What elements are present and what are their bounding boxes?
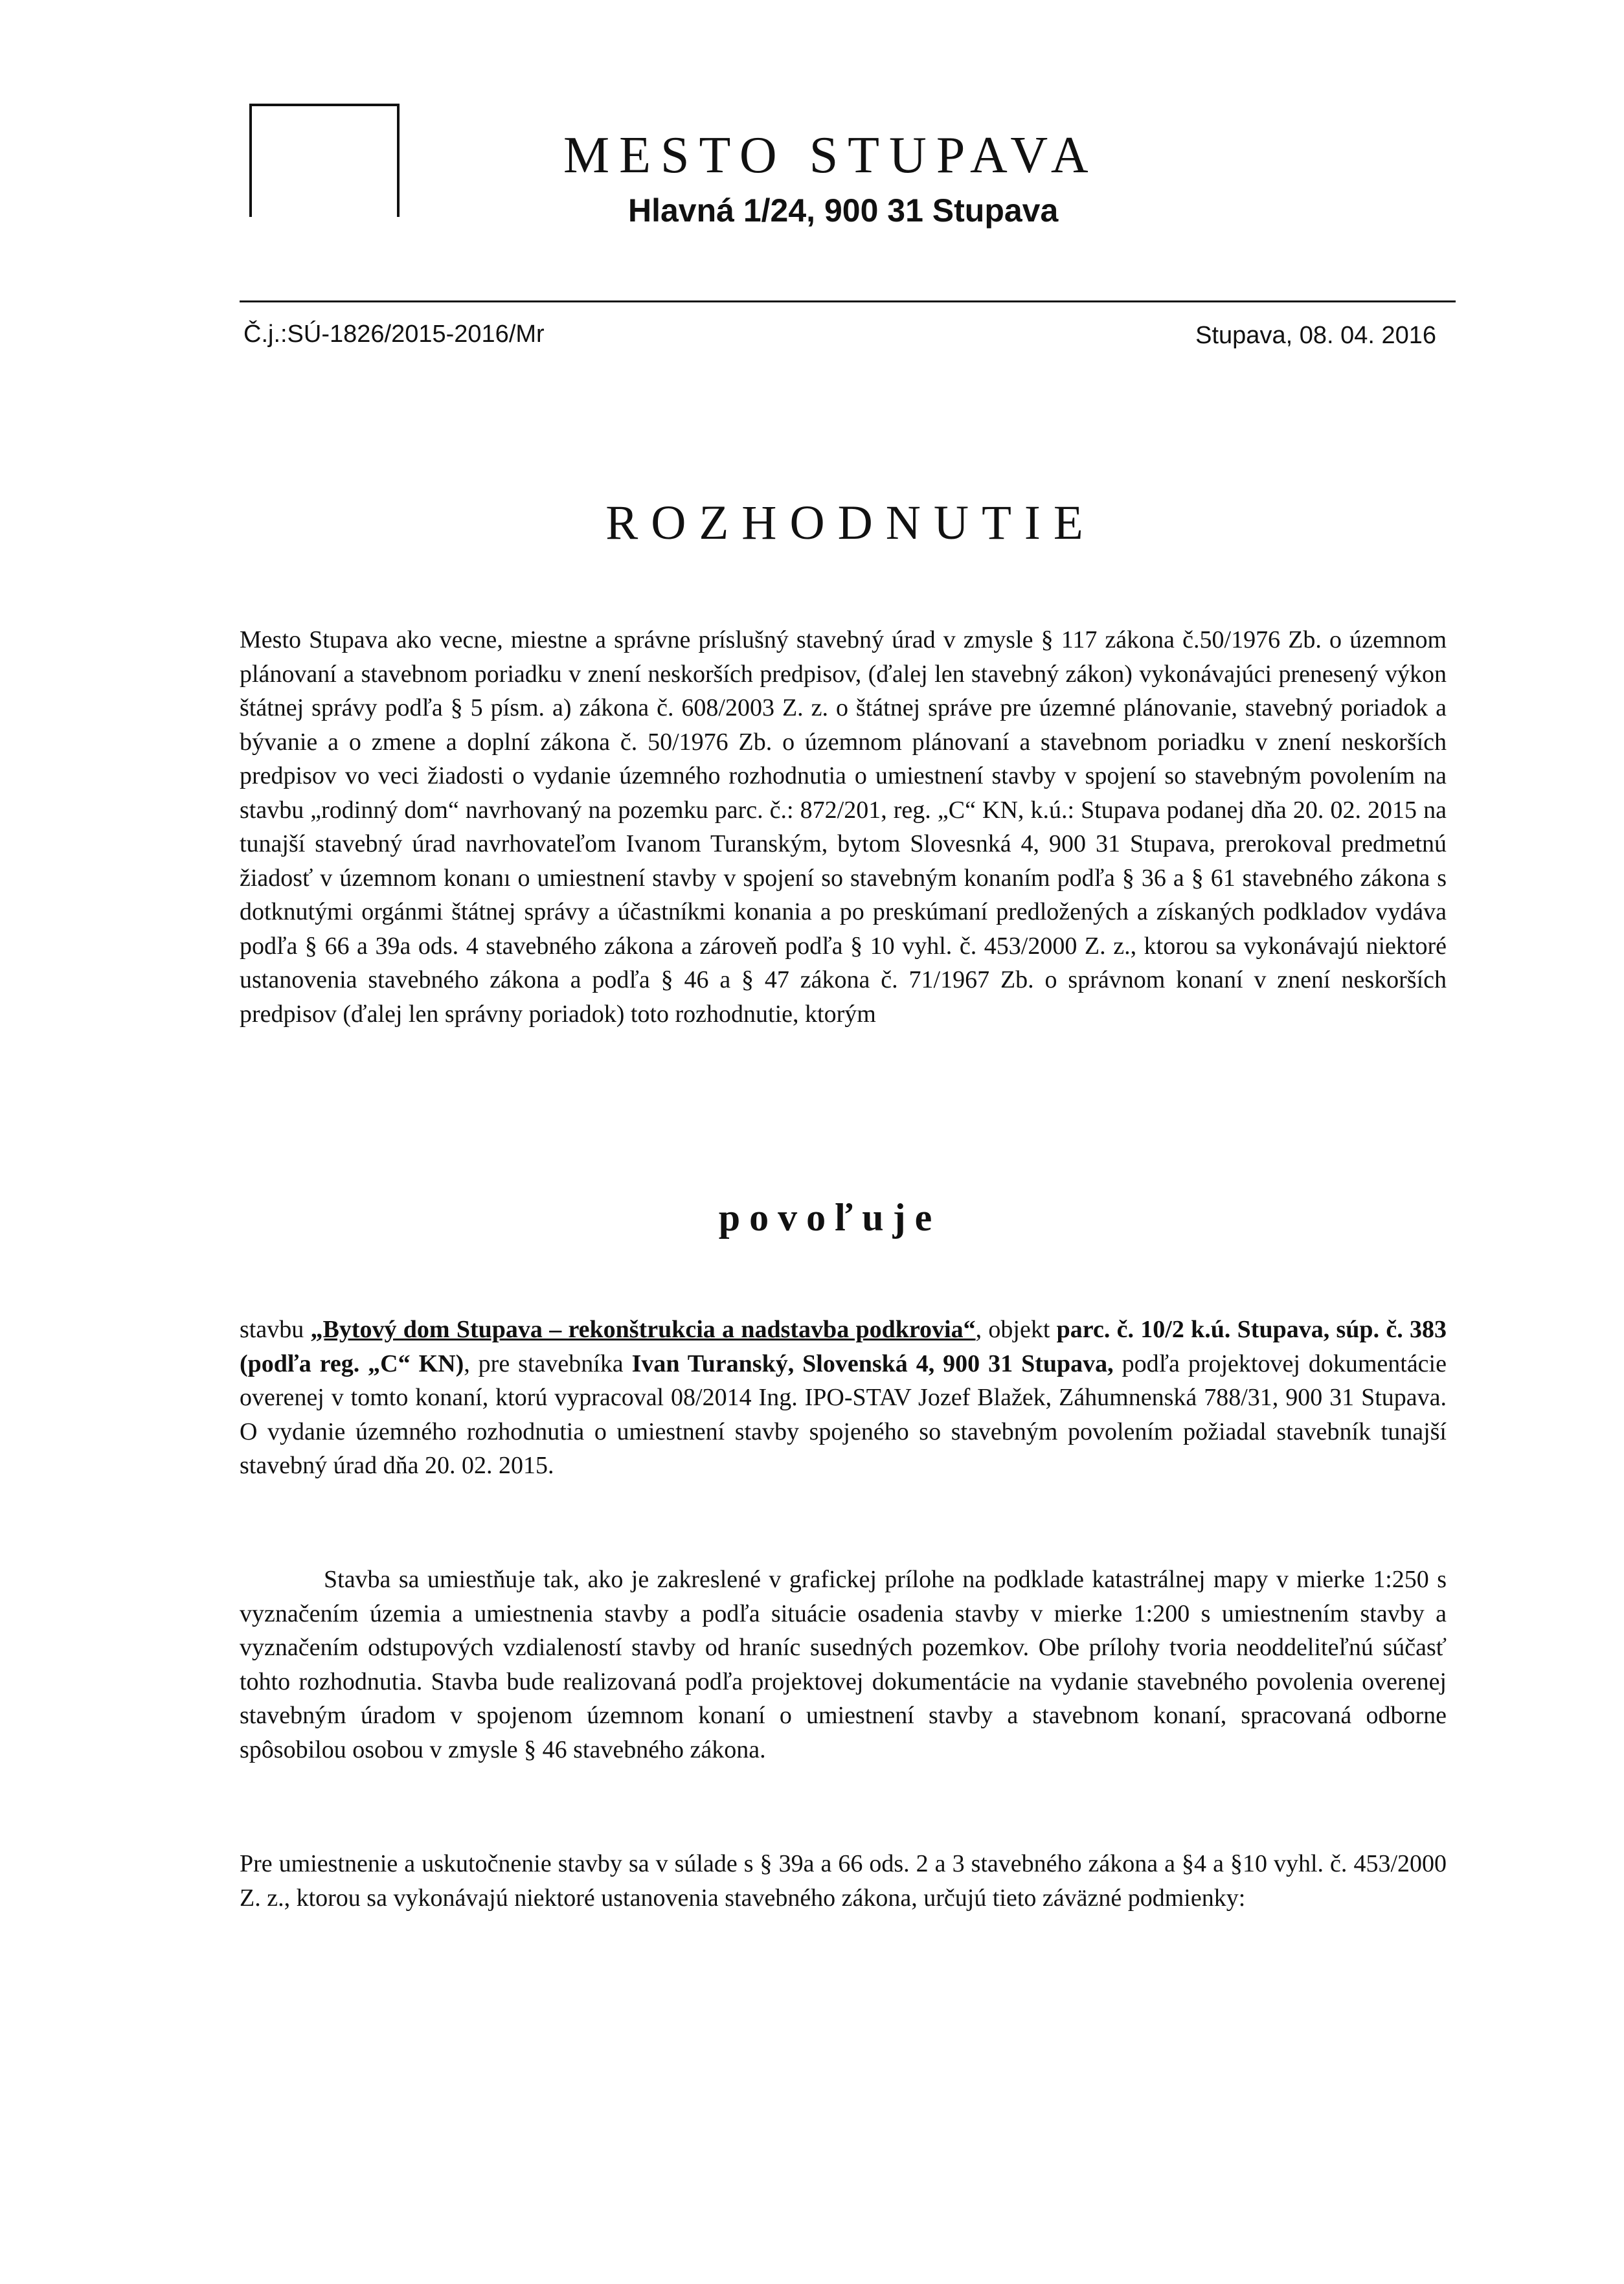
document-date: Stupava, 08. 04. 2016 [1195,322,1436,349]
permit-text-d: podľa projektovej dokumentácie overenej v tomto konaní, ktorú vypracoval 08/2014 Ing. IPO-STAV Jozef Blažek, Záhumnenská 788/31, 900 31 Stupava. O vydanie územného rozhodnutia o umiestnení stavby spojeného so stavebným povolením požiadal stavebník tunajší stavebný úrad dňa 20. 02. 2015. [240,1350,1447,1479]
building-name: „Bytový dom Stupava – rekonštrukcia a nadstavba podkrovia“ [310,1316,976,1343]
verdict-heading: povoľuje [718,1196,942,1239]
org-name: MESTO STUPAVA [563,127,1098,184]
permit-paragraph [240,1313,1447,1483]
parcel-info: parc. č. 10/2 k.ú. Stupava, súp. č. 383 (podľa reg. „C“ KN) [240,1316,1447,1377]
conditions-paragraph: Pre umiestnenie a uskutočnenie stavby sa v súlade s § 39a a 66 ods. 2 a 3 stavebného zákona a §4 a §10 vyhl. č. 453/2000 Z. z., ktorou sa vykonávajú niektoré ustanovenia stavebného zákona, určujú tieto záväzné podmienky: [240,1850,1447,1912]
permit-text-b: , objekt [975,1316,1057,1343]
header-divider [240,300,1456,302]
permit-text-a: stavbu [240,1316,311,1343]
placement-paragraph: Stavba sa umiestňuje tak, ako je zakreslené v grafickej prílohe na podklade katastrálnej mapy v mierke 1:250 s vyznačením územia a umiestnenia stavby a podľa situácie osadenia stavby v mierke 1:200 s umiestnením stavby a vyznačením odstupových vzdialeností stavby od hraníc susedných pozemkov. Obe prílohy tvoria neoddeliteľnú súčasť tohto rozhodnutia. Stavba bude realizovaná podľa projektovej dokumentácie na vydanie stavebného povolenia overenej stavebným úradom v spojenom územnom konaní o umiestnení stavby a stavebnom konaní, spracovaná odborne spôsobilou osobou v zmysle § 46 stavebného zákona. [240,1566,1447,1763]
city-crest-frame [249,104,400,217]
permit-text-c: , pre stavebníka [464,1350,632,1377]
builder-info: Ivan Turanský, Slovenská 4, 900 31 Stupava, [631,1350,1114,1377]
org-address: Hlavná 1/24, 900 31 Stupava [628,192,1059,229]
intro-paragraph: Mesto Stupava ako vecne, miestne a správne príslušný stavebný úrad v zmysle § 117 zákona č.50/1976 Zb. o územnom plánovaní a stavebnom poriadku v znení neskorších predpisov, (ďalej len stavebný zákon) vykonávajúci prenesený výkon štátnej správy podľa § 5 písm. a) zákona č. 608/2003 Z. z. o štátnej správe pre územné plánovanie, stavebný poriadok a bývanie a o zmene a doplní zákona č. 50/1976 Zb. o územnom plánovaní a stavebnom poriadku v znení neskorších predpisov vo veci žiadosti o vydanie územného rozhodnutia o umiestnení stavby v spojení so stavebným povolením na stavbu „rodinný dom“ navrhovaný na pozemku parc. č.: 872/201, reg. „C“ KN, k.ú.: Stupava podanej dňa 20. 02. 2015 na tunajší stavebný úrad navrhovateľom Ivanom Turanským, bytom Slovesnká 4, 900 31 Stupava, prerokoval predmetnú žiadosť v územnom konanı o umiestnení stavby v spojení so stavebným konaním podľa § 36 a § 61 stavebného zákona s dotknutými orgánmi štátnej správy a účastníkmi konania a po preskúmaní predložených a získaných podkladov vydáva podľa § 66 a 39a ods. 4 stavebného zákona a zároveň podľa § 10 vyhl. č. 453/2000 Z. z., ktorou sa vykonávajú niektoré ustanovenia stavebného zákona a podľa § 46 a § 47 zákona č. 71/1967 Zb. o správnom konaní v znení neskorších predpisov (ďalej len správny poriadok) toto rozhodnutie, ktorým [240,626,1447,1028]
document-title: ROZHODNUTIE [605,496,1096,550]
reference-number: Č.j.:SÚ-1826/2015-2016/Mr [243,321,545,348]
